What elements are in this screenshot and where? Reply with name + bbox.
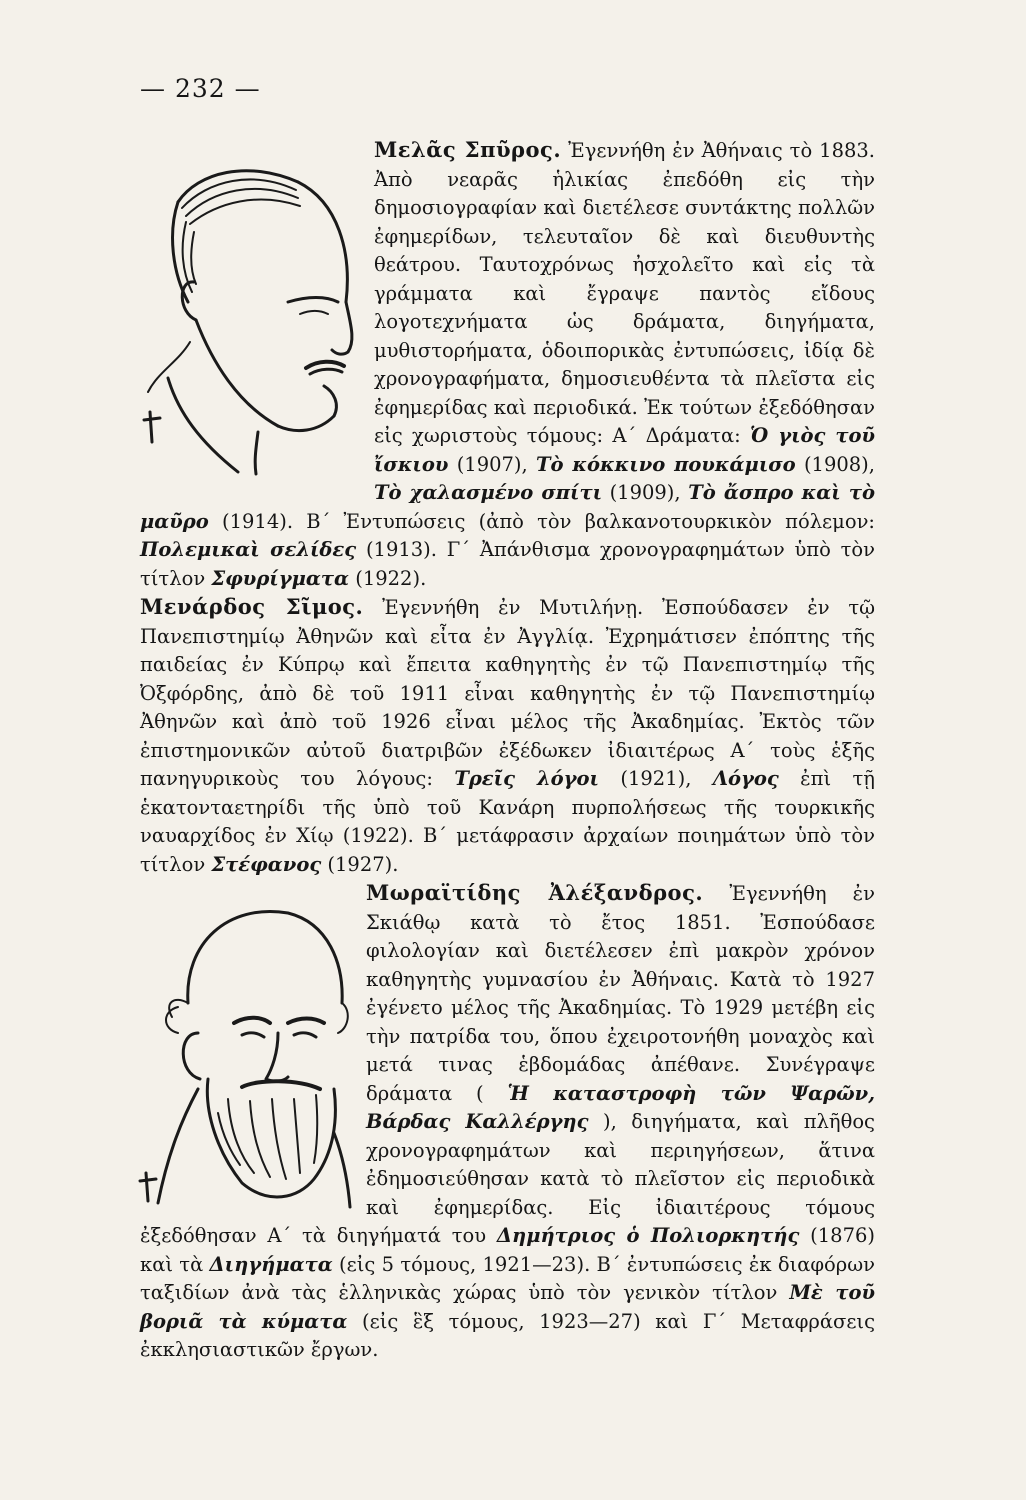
- work-title: Ἡ καταστροφὴ τῶν Ψαρῶν, Βάρδας Καλλέργης: [366, 1081, 875, 1133]
- entry-body: (1876) καὶ τὰ: [140, 1224, 876, 1276]
- entry-body: (εἰς ἓξ τόμους, 1923—27) καὶ Γ΄ Μεταφράσεις ἐκκλησιαστικῶν ἔργων.: [140, 1309, 875, 1361]
- page-number: — 232 —: [140, 74, 261, 103]
- entry-body: ), διηγήματα, καὶ πλῆθος χρονογραφημάτων καὶ περιηγήσεων, ἅτινα ἐδημοσιεύθησαν κατὰ τὸ πλεῖστον εἰς περιοδικὰ καὶ ἐφημερίδας. Εἰς ἰδιαιτέρους τόμους ἐξεδόθησαν Α΄ τὰ διηγήματά του: [140, 1110, 875, 1247]
- work-title: Λόγος: [712, 767, 779, 790]
- entry-simos-menardos: [140, 593, 875, 879]
- entry-body: (1913). Γ΄ Ἀπάνθισμα χρονογραφημάτων ὑπὸ τὸν τίτλον: [140, 538, 876, 590]
- work-title: Τὸ κόκκινο πουκάμισο: [536, 452, 796, 476]
- entry-body: Ἐγεννήθη ἐν Ἀθήναις τὸ 1883. Ἀπὸ νεαρᾶς ἡλικίας ἐπεδόθη εἰς τὴν δημοσιογραφίαν καὶ διετέλεσε συντάκτης πολλῶν ἐφημερίδων, τελευταῖον δὲ καὶ διευθυντὴς θεάτρου. Ταυτοχρόνως ἠσχολεῖτο καὶ εἰς τὰ γράμματα καὶ ἔγραψε παντὸς εἴδους λογοτεχνήματα ὡς δράματα, διηγήματα, μυθιστορήματα, ὁδοιπορικὰς ἐντυπώσεις, ἰδίᾳ δὲ χρονογραφήματα, δημοσιευθέντα τὰ πλεῖστα εἰς ἐφημερίδας καὶ περιοδικά. Ἐκ τούτων ἐξεδόθησαν εἰς χωριστοὺς τόμους: Α΄ Δράματα:: [374, 139, 876, 447]
- text-column: [140, 136, 875, 1365]
- entry-body: (εἰς 5 τόμους, 1921—23). Β΄ ἐντυπώσεις ἐκ διαφόρων ταξιδίων ἀνὰ τὰς ἑλληνικὰς χώρας ὑπὸ τὸν γενικὸν τίτλον: [140, 1252, 875, 1304]
- entry-spyros-melas: [140, 136, 875, 593]
- work-title: Τρεῖς λόγοι: [454, 767, 599, 790]
- portrait-sketch-alexandros-moraitidis: [138, 883, 352, 1209]
- entry-body: (1921),: [620, 767, 713, 790]
- entry-body: (1927).: [327, 852, 399, 876]
- entry-body: Ἐγεννήθη ἐν Σκιάθῳ κατὰ τὸ ἔτος 1851. Ἐσπούδασε φιλολογίαν καὶ διετέλεσεν ἐπὶ μακρὸν χρόνον καθηγητὴς γυμνασίου ἐν Ἀθήναις. Κατὰ τὸ 1927 ἐγένετο μέλος τῆς Ἀκαδημίας. Τὸ 1929 μετέβη εἰς τὴν πατρίδα του, ὅπου ἐχειροτονήθη μοναχὸς καὶ μετά τινας ἑβδομάδας ἀπέθανε. Συνέγραψε δράματα (: [366, 882, 875, 1105]
- work-title: Ὁ γιὸς τοῦ ἴσκιου: [374, 424, 875, 476]
- entry-body: Ἐγεννήθη ἐν Μυτιλήνῃ. Ἐσπούδασεν ἐν τῷ Πανεπιστημίῳ Ἀθηνῶν καὶ εἶτα ἐν Ἀγγλίᾳ. Ἐχρημάτισεν ἐπόπτης τῆς παιδείας ἐν Κύπρῳ καὶ ἔπειτα καθηγητὴς ἐν τῷ Πανεπιστημίῳ τῆς Ὀξφόρδης, ἀπὸ δὲ τοῦ 1911 εἶναι καθηγητὴς ἐν τῷ Πανεπιστημίῳ Ἀθηνῶν καὶ ἀπὸ τοῦ 1926 εἶναι μέλος τῆς Ἀκαδημίας. Ἐκτὸς τῶν ἐπιστημονικῶν αὐτοῦ διατριβῶν ἐξέδωκεν ἰδιαιτέρως Α΄ τοὺς ἑξῆς πανηγυρικοὺς του λόγους:: [140, 596, 876, 790]
- entry-body: (1922).: [355, 566, 427, 590]
- work-title: Τὸ χαλασμένο σπίτι: [374, 481, 603, 504]
- portrait-sketch-spyros-melas: [138, 142, 362, 476]
- work-title: Μὲ τοῦ βοριᾶ τὰ κύματα: [140, 1281, 875, 1333]
- work-title: Σφυρίγματα: [211, 566, 350, 590]
- entry-name: Μενάρδος Σῖμος.: [140, 594, 364, 619]
- work-title: Πολεμικαὶ σελίδες: [140, 538, 357, 561]
- entry-body: (1907),: [456, 452, 537, 476]
- entry-body: (1914). Β΄ Ἐντυπώσεις (ἀπὸ τὸν βαλκανοτουρκικὸν πόλεμον:: [222, 509, 876, 533]
- entry-body: (1908),: [803, 452, 875, 476]
- work-title: Δημήτριος ὁ Πολιορκητής: [496, 1224, 800, 1247]
- entry-alexandros-moraitidis: [140, 879, 875, 1365]
- entry-body: ἐπὶ τῇ ἑκατονταετηρίδι τῆς ὑπὸ τοῦ Κανάρη πυρπολήσεως τῆς τουρκικῆς ναυαρχίδος ἐν Χίῳ (1922). Β΄ μετάφρασιν ἀρχαίων ποιημάτων ὑπὸ τὸν τίτλον: [140, 767, 875, 876]
- entry-name: Μωραϊτίδης Ἀλέξανδρος.: [366, 880, 704, 905]
- work-title: Στέφανος: [211, 852, 322, 876]
- entry-body: (1909),: [609, 481, 689, 504]
- work-title: Διηγήματα: [209, 1252, 333, 1276]
- entry-name: Μελᾶς Σπῦρος.: [374, 137, 562, 162]
- work-title: Τὸ ἄσπρο καὶ τὸ μαῦρο: [140, 481, 875, 533]
